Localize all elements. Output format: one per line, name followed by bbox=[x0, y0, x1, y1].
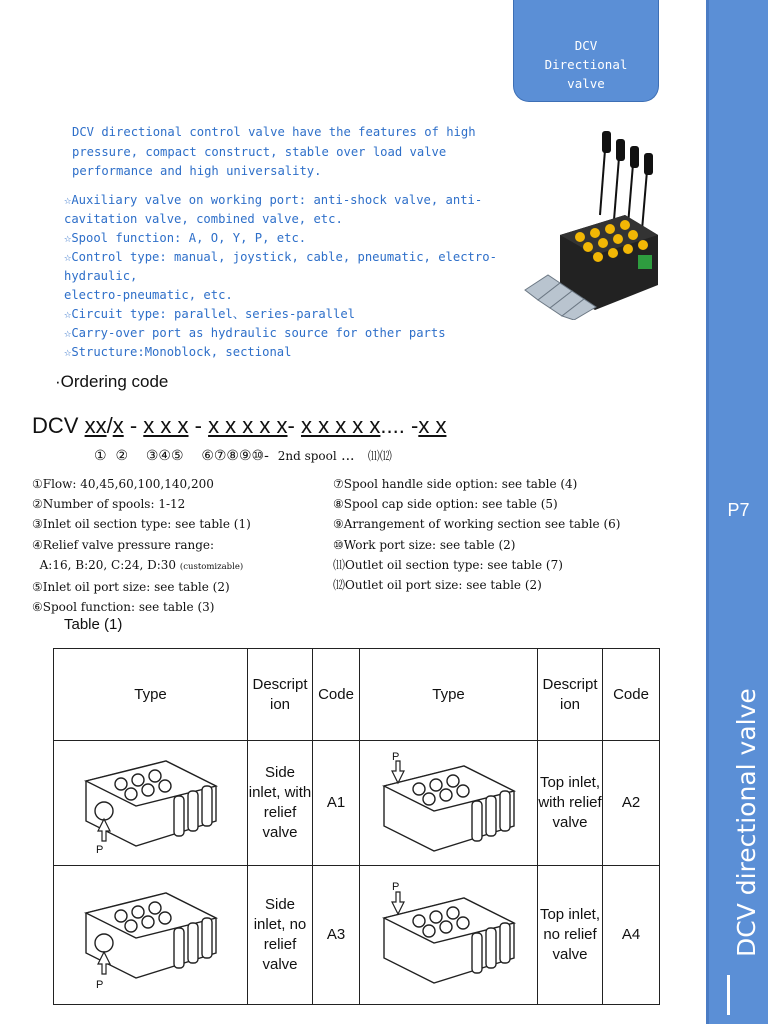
header-type: Type bbox=[54, 649, 248, 741]
code-cell: A3 bbox=[313, 866, 360, 1005]
feature-list bbox=[64, 191, 534, 362]
code-part: x x x x x bbox=[208, 413, 288, 438]
legend-item: ⑦Spool handle side option: see table (4) bbox=[333, 477, 578, 491]
description-cell: Side inlet, with relief valve bbox=[248, 741, 313, 866]
code-part: .... bbox=[380, 413, 405, 438]
page-number: P7 bbox=[727, 500, 750, 520]
feature-item: ☆Carry-over port as hydraulic source for other parts bbox=[64, 326, 446, 340]
legend-item: ⑥Spool function: see table (3) bbox=[32, 600, 215, 615]
feature-item: ☆Control type: manual, joystick, cable, pneumatic, electro-hydraulic, bbox=[64, 250, 497, 283]
feature-item: ☆Auxiliary valve on working port: anti-shock valve, anti-cavitation valve, combined valve, etc. bbox=[64, 193, 483, 226]
legend-item: ①Flow: 40,45,60,100,140,200 bbox=[32, 477, 214, 491]
code-part: / bbox=[106, 413, 113, 438]
legend-item: ③Inlet oil section type: see table (1) bbox=[32, 517, 251, 532]
code-number: ⑾⑿ bbox=[367, 449, 392, 463]
code-number: ② bbox=[115, 448, 129, 464]
code-number: 2nd spool bbox=[277, 449, 337, 463]
intro-text: DCV directional control valve have the features of high pressure, compact construct, stable over load valve performance and high universality. bbox=[72, 125, 476, 178]
code-cell: A4 bbox=[603, 866, 660, 1005]
sidebar-title: DCV directional valve bbox=[732, 688, 761, 957]
table-title: Table (1) bbox=[64, 616, 123, 633]
code-part: x x bbox=[418, 413, 447, 438]
valve-drawing-side-inlet-no-relief bbox=[54, 866, 248, 1005]
legend-item: ⑩Work port size: see table (2) bbox=[333, 537, 516, 552]
code-number: ① bbox=[94, 448, 107, 464]
feature-item: ☆Spool function: A, O, Y, P, etc. bbox=[64, 231, 307, 245]
code-number: ⑥⑦⑧⑨⑩- bbox=[201, 448, 269, 464]
valve-drawing-side-inlet-relief bbox=[54, 741, 248, 866]
code-number: ... bbox=[341, 448, 355, 464]
port-label: P bbox=[95, 978, 103, 991]
code-number: ③④⑤ bbox=[145, 448, 184, 464]
header-type: Type bbox=[360, 649, 538, 741]
sidebar-mark bbox=[727, 975, 730, 1015]
ordering-code bbox=[32, 413, 446, 439]
code-prefix: DCV bbox=[32, 413, 79, 438]
legend-right bbox=[333, 474, 703, 595]
description-cell: Side inlet, no relief valve bbox=[248, 866, 313, 1005]
legend-item: ②Number of spools: 1-12 bbox=[32, 497, 186, 512]
feature-item: electro-pneumatic, etc. bbox=[64, 288, 233, 302]
code-part: - bbox=[188, 413, 209, 438]
header-description: Descript ion bbox=[538, 649, 603, 741]
legend-item: ④Relief valve pressure range: bbox=[32, 537, 215, 552]
ordering-code-numbers bbox=[94, 447, 392, 464]
legend-item: ⑿Outlet oil port size: see table (2) bbox=[333, 578, 542, 593]
header-description: Descript ion bbox=[248, 649, 313, 741]
code-cell: A1 bbox=[313, 741, 360, 866]
code-part: xx bbox=[84, 413, 107, 438]
legend-item: ⑾Outlet oil section type: see table (7) bbox=[333, 557, 563, 572]
code-part: - bbox=[123, 413, 144, 438]
valve-drawing-top-inlet-no-relief bbox=[360, 866, 538, 1005]
tab-line-3: valve bbox=[567, 76, 605, 91]
feature-item: ☆Circuit type: parallel、series-parallel bbox=[64, 307, 356, 321]
code-part: x x x bbox=[143, 413, 189, 438]
description-cell: Top inlet, with relief valve bbox=[538, 741, 603, 866]
header-code: Code bbox=[313, 649, 360, 741]
code-cell: A2 bbox=[603, 741, 660, 866]
legend-item: ⑧Spool cap side option: see table (5) bbox=[333, 497, 558, 512]
port-label: P bbox=[391, 750, 399, 763]
port-label: P bbox=[391, 880, 399, 893]
code-part: - bbox=[287, 413, 301, 438]
table-row bbox=[54, 866, 660, 1005]
ordering-title: ·Ordering code bbox=[55, 372, 169, 391]
legend-item: A:16, B:20, C:24, D:30 (customizable) bbox=[39, 557, 244, 572]
description-cell: Top inlet, no relief valve bbox=[538, 866, 603, 1005]
code-part: x x x x x bbox=[300, 413, 381, 438]
section-tab bbox=[513, 0, 659, 102]
feature-item: ☆Structure:Monoblock, sectional bbox=[64, 345, 292, 359]
sidebar bbox=[706, 0, 768, 1024]
table-header-row bbox=[54, 649, 660, 741]
legend-left bbox=[32, 474, 332, 617]
legend-item: ⑤Inlet oil port size: see table (2) bbox=[32, 580, 230, 595]
port-label: P bbox=[95, 843, 103, 856]
tab-line-2: Directional bbox=[544, 57, 628, 72]
code-part: x bbox=[112, 413, 124, 438]
header-code: Code bbox=[603, 649, 660, 741]
legend-item: ⑨Arrangement of working section see table (6) bbox=[333, 517, 621, 532]
table-row bbox=[54, 741, 660, 866]
valve-photo bbox=[520, 125, 662, 320]
inlet-type-table bbox=[53, 648, 660, 1005]
valve-drawing-top-inlet-relief bbox=[360, 741, 538, 866]
code-part: - bbox=[404, 413, 419, 438]
tab-line-1: DCV bbox=[574, 38, 598, 53]
